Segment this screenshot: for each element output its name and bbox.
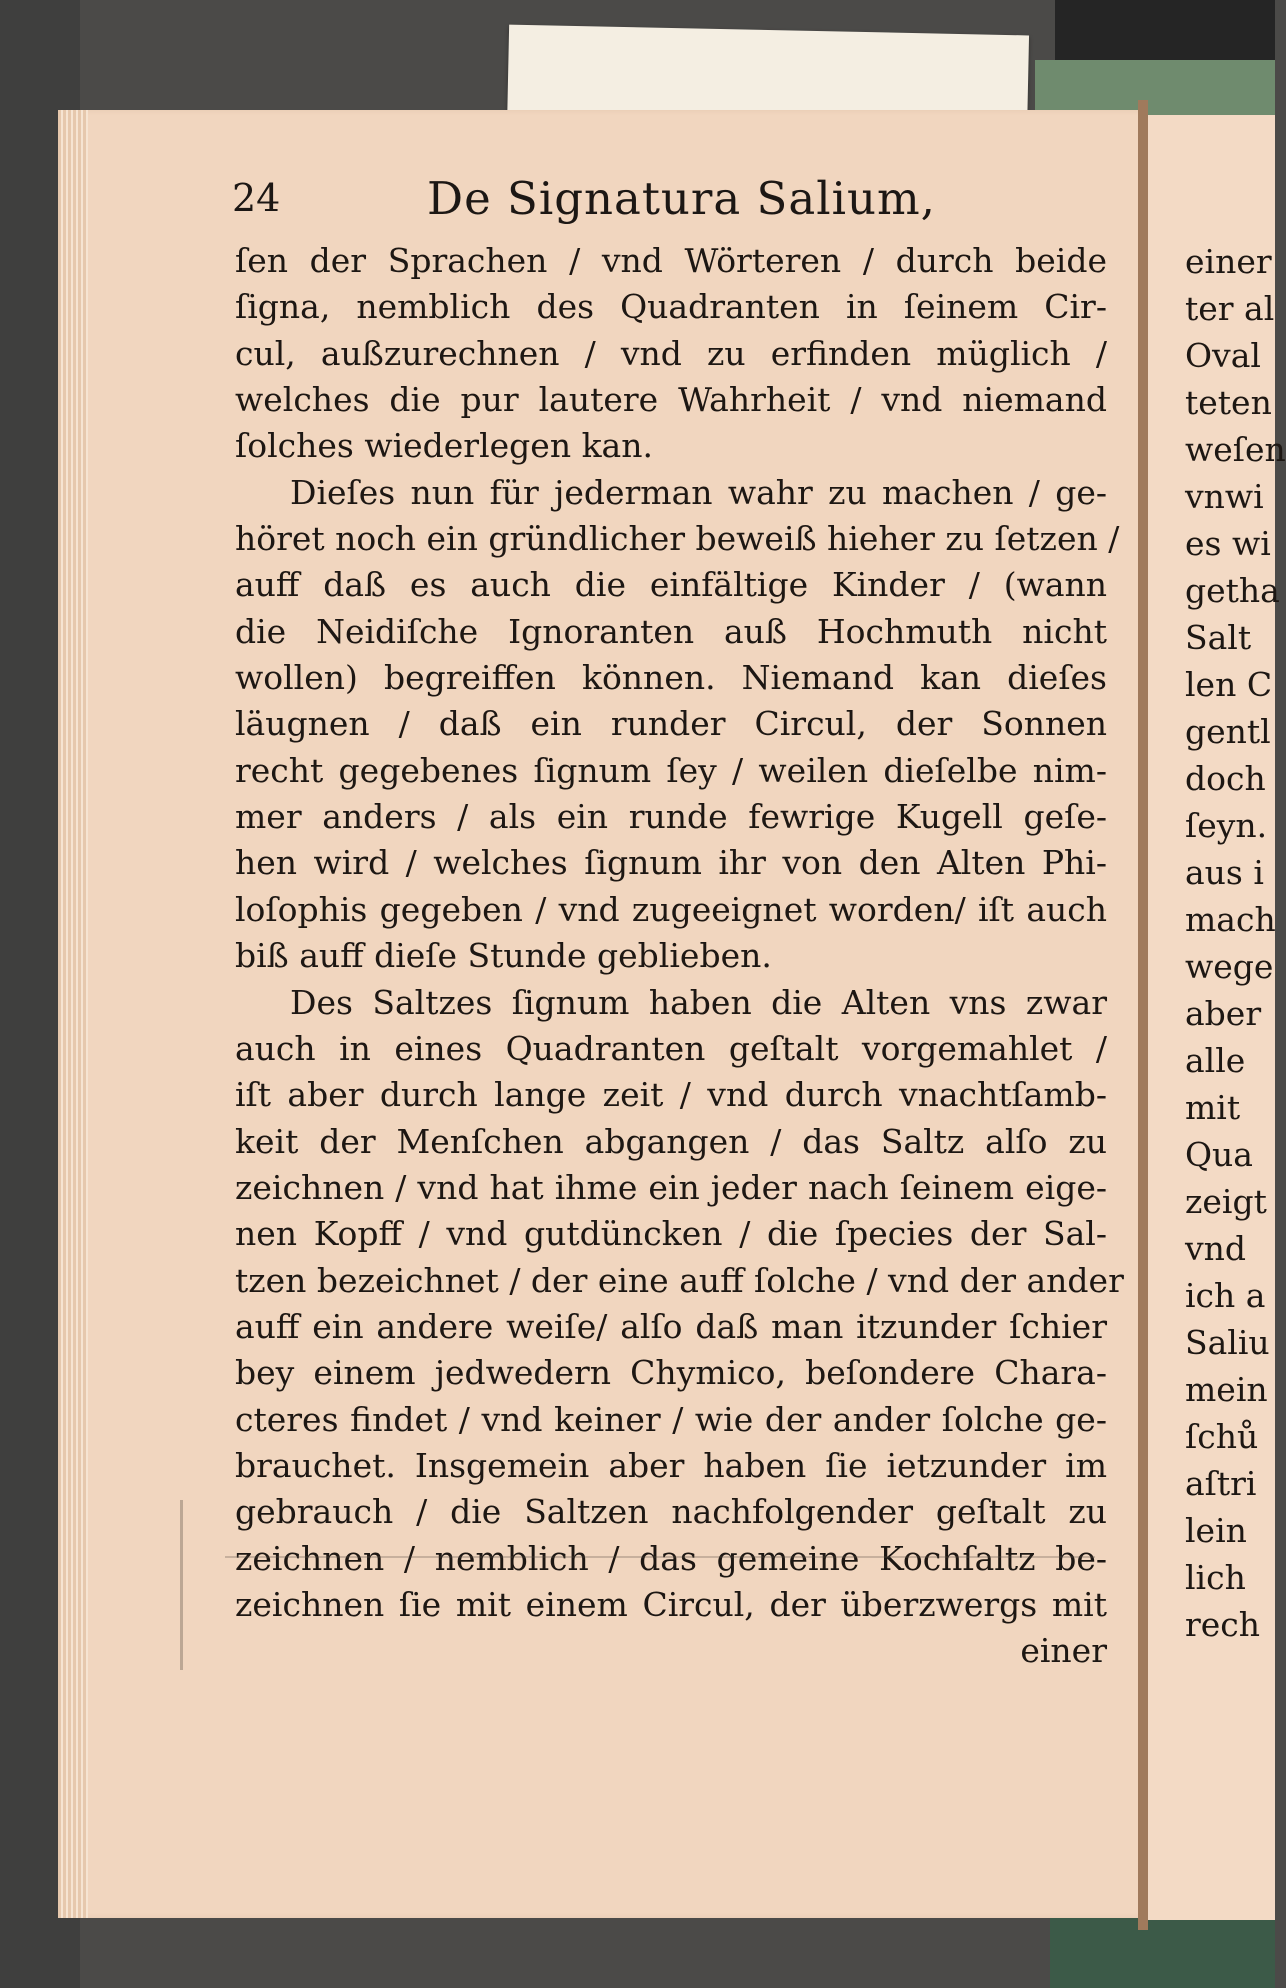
running-title: De Signatura Salium, <box>427 172 936 225</box>
text-line: gebrauch / die Saltzen nachfolgender geſtalt zu <box>235 1492 1107 1532</box>
facing-line: Saliu <box>1185 1323 1270 1362</box>
text-line: keit der Menſchen abgangen / das Saltz alſo zu <box>235 1121 1107 1161</box>
facing-line: zeigt <box>1185 1182 1267 1221</box>
text-line: bey einem jedwedern Chymico, beſondere Chara- <box>235 1353 1107 1393</box>
text-line: die Neidiſche Ignoranten auß Hochmuth nicht <box>235 611 1107 651</box>
text-line: zeichnen / vnd hat ihme ein jeder nach ſeinem eige- <box>235 1167 1107 1207</box>
facing-page-text <box>1185 238 1286 1648</box>
facing-line: es wi <box>1185 524 1271 563</box>
text-line: auch in eines Quadranten geſtalt vorgemahlet / <box>235 1028 1107 1068</box>
catchword: einer <box>1020 1631 1107 1671</box>
text-line: welches die pur lautere Wahrheit / vnd niemand <box>235 380 1107 420</box>
body-text <box>235 238 1124 1675</box>
facing-line: wege <box>1185 947 1274 986</box>
text-line: auff ein andere weiſe/ alſo daß man itzunder ſchier <box>235 1306 1107 1346</box>
facing-line: weſen <box>1185 430 1286 469</box>
text-line: Dieſes nun für jederman wahr zu machen / ge- <box>290 472 1107 512</box>
text-line: mer anders / als ein runde fewrige Kugell geſe- <box>235 797 1107 837</box>
text-line: brauchet. Insgemein aber haben ſie ietzunder im <box>235 1445 1107 1485</box>
facing-line: Qua <box>1185 1135 1253 1174</box>
facing-line: doch <box>1185 759 1266 798</box>
text-line: loſophis gegeben / vnd zugeeignet worden/ iſt auch <box>235 889 1107 929</box>
text-line: hen wird / welches ſignum ihr von den Alten Phi- <box>235 843 1107 883</box>
facing-line: aſtri <box>1185 1464 1257 1503</box>
text-line: läugnen / daß ein runder Circul, der Sonnen <box>235 704 1107 744</box>
facing-line: ſchů <box>1185 1417 1259 1456</box>
facing-line: Salt <box>1185 618 1252 657</box>
pencil-mark <box>180 1500 183 1670</box>
text-line: cul, außzurechnen / vnd zu erfinden müglich / <box>235 333 1107 373</box>
page-gutter <box>1138 100 1148 1930</box>
facing-line: gentl <box>1185 712 1271 751</box>
facing-line: ich a <box>1185 1276 1266 1315</box>
text-line: iſt aber durch lange zeit / vnd durch vnachtſamb- <box>235 1075 1107 1115</box>
text-line: ſolches wiederlegen kan. <box>235 426 653 466</box>
text-line: biß auff dieſe Stunde geblieben. <box>235 936 772 976</box>
facing-line: ter al <box>1185 289 1275 328</box>
facing-line: lich <box>1185 1558 1246 1597</box>
facing-line: vnwi <box>1185 477 1264 516</box>
facing-line: einer <box>1185 242 1272 281</box>
facing-line: rech <box>1185 1605 1261 1644</box>
facing-line: getha <box>1185 571 1280 610</box>
facing-line: aus i <box>1185 853 1264 892</box>
text-line: recht gegebenes ſignum ſey / weilen dieſelbe nim- <box>235 750 1107 790</box>
page-header <box>232 172 1112 232</box>
text-line: Des Saltzes ſignum haben die Alten vns zwar <box>290 982 1107 1022</box>
text-line: tzen bezeichnet / der eine auff ſolche / vnd der ander <box>235 1260 1124 1300</box>
facing-line: mein <box>1185 1370 1268 1409</box>
facing-line: teten <box>1185 383 1272 422</box>
facing-line: alle <box>1185 1041 1246 1080</box>
text-line: zeichnen / nemblich / das gemeine Kochſaltz be- <box>235 1538 1107 1578</box>
facing-line: ſeyn. <box>1185 806 1268 845</box>
text-line: auff daß es auch die einfältige Kinder / (wann <box>235 565 1107 605</box>
facing-line: mit <box>1185 1088 1241 1127</box>
facing-line: lein <box>1185 1511 1247 1550</box>
text-line: ſen der Sprachen / vnd Wörteren / durch beide <box>235 241 1107 280</box>
facing-line: len C <box>1185 665 1273 704</box>
text-line: wollen) begreiffen können. Niemand kan dieſes <box>235 658 1107 698</box>
pencil-underline <box>225 1556 1095 1558</box>
text-line: zeichnen ſie mit einem Circul, der überzwergs mit <box>235 1584 1107 1624</box>
facing-line: mach <box>1185 900 1276 939</box>
facing-line: vnd <box>1185 1229 1247 1268</box>
facing-line: aber <box>1185 994 1262 1033</box>
page-edges <box>58 110 88 1918</box>
page-number: 24 <box>232 176 281 220</box>
text-line: höret noch ein gründlicher beweiß hieher zu ſetzen / <box>235 519 1120 559</box>
text-line: ſigna, nemblich des Quadranten in ſeinem Cir- <box>235 287 1107 327</box>
facing-line: Oval <box>1185 336 1261 375</box>
text-line: cteres findet / vnd keiner / wie der ander ſolche ge- <box>235 1399 1107 1439</box>
text-line: nen Kopff / vnd gutdüncken / die ſpecies der Sal- <box>235 1214 1107 1254</box>
